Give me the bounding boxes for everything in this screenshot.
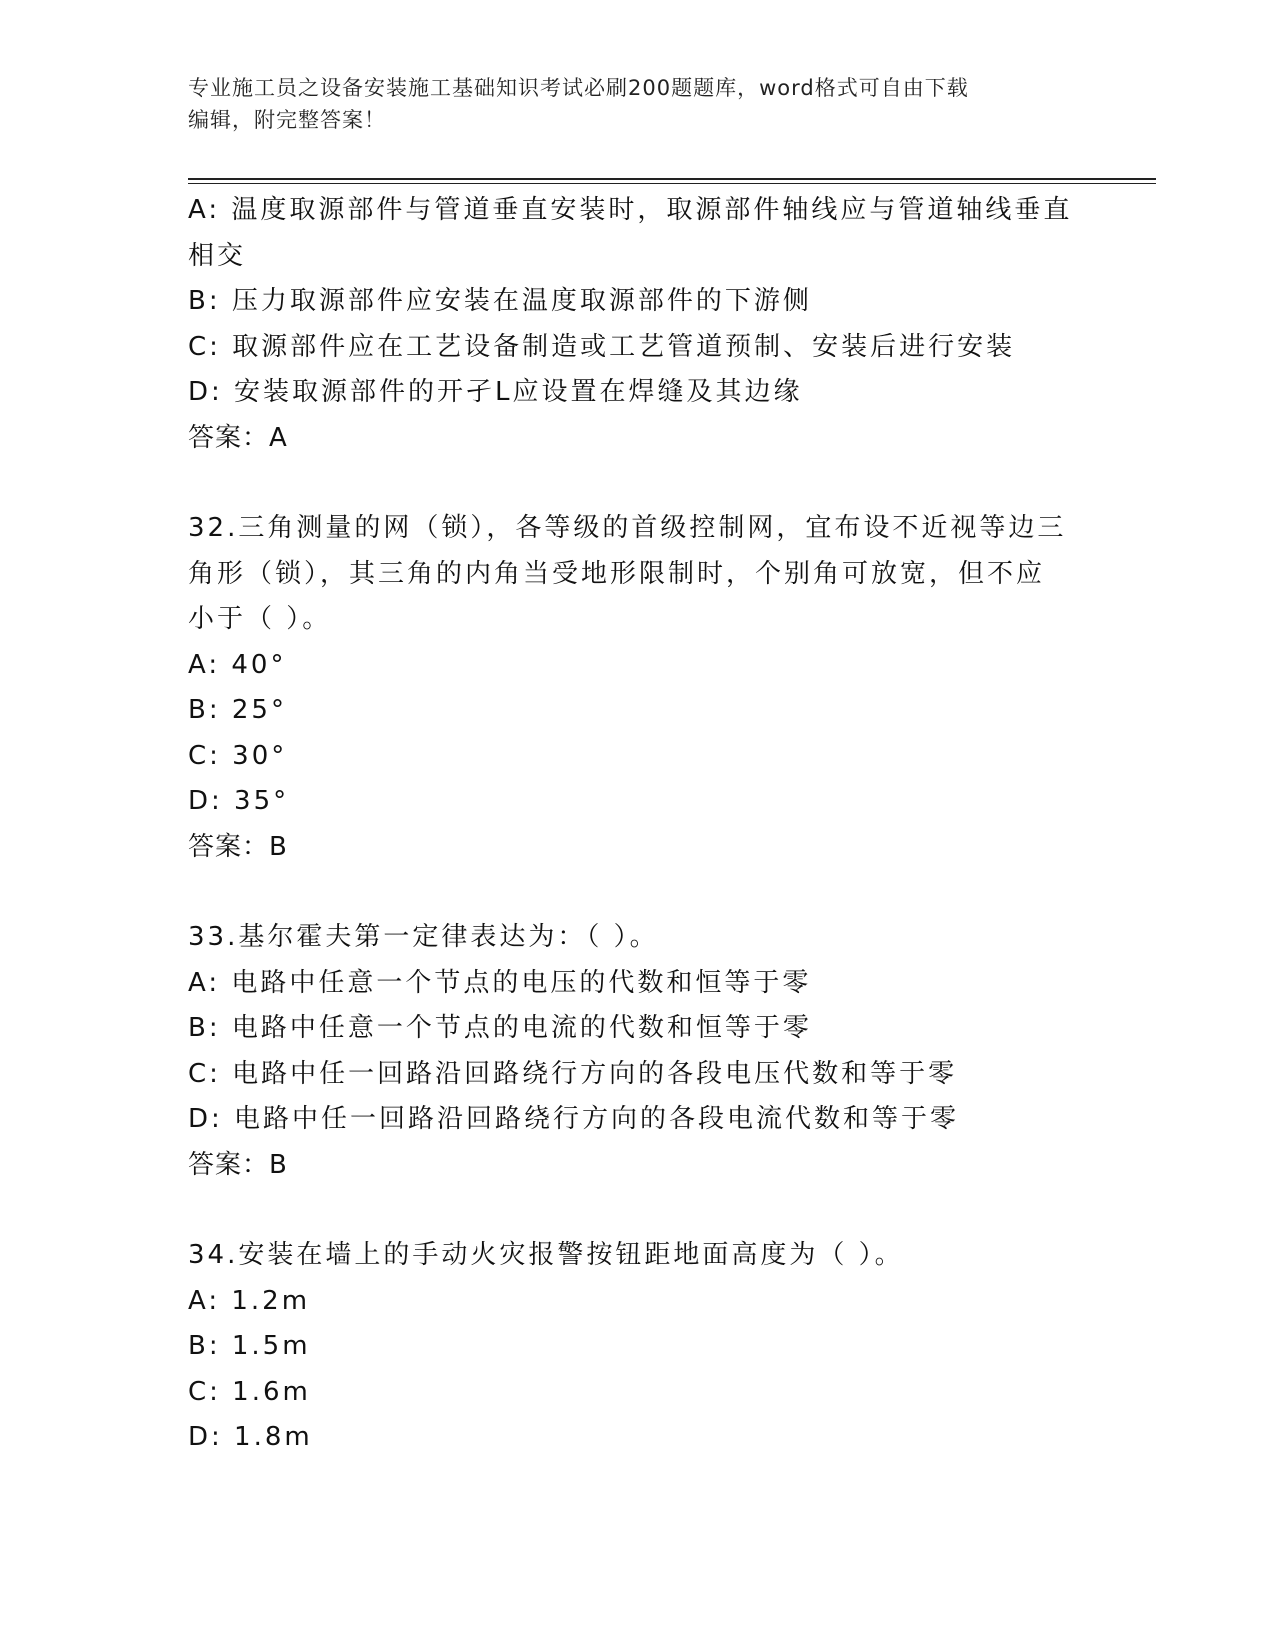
question-list [188, 188, 1088, 1461]
option-a-continued: 相交 [188, 240, 247, 271]
header-divider-thick [188, 178, 1156, 180]
option-c: C: 30° [188, 740, 288, 771]
option-d: D: 35° [188, 786, 290, 816]
option-d: D: 电路中任一回路沿回路绕行方向的各段电流代数和等于零 [188, 1104, 960, 1134]
question-text: 33.基尔霍夫第一定律表达为：（ ）。 [188, 922, 659, 952]
spacer [188, 1188, 1088, 1233]
question-text-line-3: 小于（ ）。 [188, 604, 332, 634]
option-a: A: 温度取源部件与管道垂直安装时，取源部件轴线应与管道轴线垂直 [188, 195, 1073, 225]
answer: 答案：B [188, 1149, 288, 1180]
option-b: B: 1.5m [188, 1331, 311, 1361]
option-d: D: 1.8m [188, 1422, 313, 1452]
document-header [188, 72, 1088, 136]
answer: 答案：A [188, 422, 288, 453]
question-text-line-2: 角形（锁），其三角的内角当受地形限制时，个别角可放宽，但不应 [188, 558, 1046, 589]
question-33 [188, 915, 1088, 1188]
option-d: D: 安装取源部件的开孑L应设置在焊缝及其边缘 [188, 377, 803, 407]
header-line-1: 专业施工员之设备安装施工基础知识考试必刷200题题库，word格式可自由下载 [188, 76, 969, 100]
option-c: C: 电路中任一回路沿回路绕行方向的各段电压代数和等于零 [188, 1058, 958, 1089]
spacer [188, 461, 1088, 506]
option-b: B: 25° [188, 695, 287, 725]
option-b: B: 电路中任意一个节点的电流的代数和恒等于零 [188, 1013, 812, 1043]
option-c: C: 取源部件应在工艺设备制造或工艺管道预制、安装后进行安装 [188, 331, 1016, 362]
option-a: A: 1.2m [188, 1285, 311, 1316]
option-b: B: 压力取源部件应安装在温度取源部件的下游侧 [188, 286, 812, 316]
question-text: 34.安装在墙上的手动火灾报警按钮距地面高度为（ ）。 [188, 1240, 904, 1270]
option-a: A: 40° [188, 649, 287, 680]
question-31 [188, 188, 1088, 461]
option-a: A: 电路中任意一个节点的电压的代数和恒等于零 [188, 967, 812, 998]
header-divider-thin [188, 183, 1156, 184]
spacer [188, 870, 1088, 915]
header-line-2: 编辑，附完整答案！ [188, 108, 386, 132]
option-c: C: 1.6m [188, 1376, 311, 1407]
answer: 答案：B [188, 831, 288, 862]
question-34 [188, 1233, 1088, 1461]
question-32 [188, 506, 1088, 870]
question-text-line-1: 32.三角测量的网（锁），各等级的首级控制网，宜布设不近视等边三 [188, 513, 1067, 543]
